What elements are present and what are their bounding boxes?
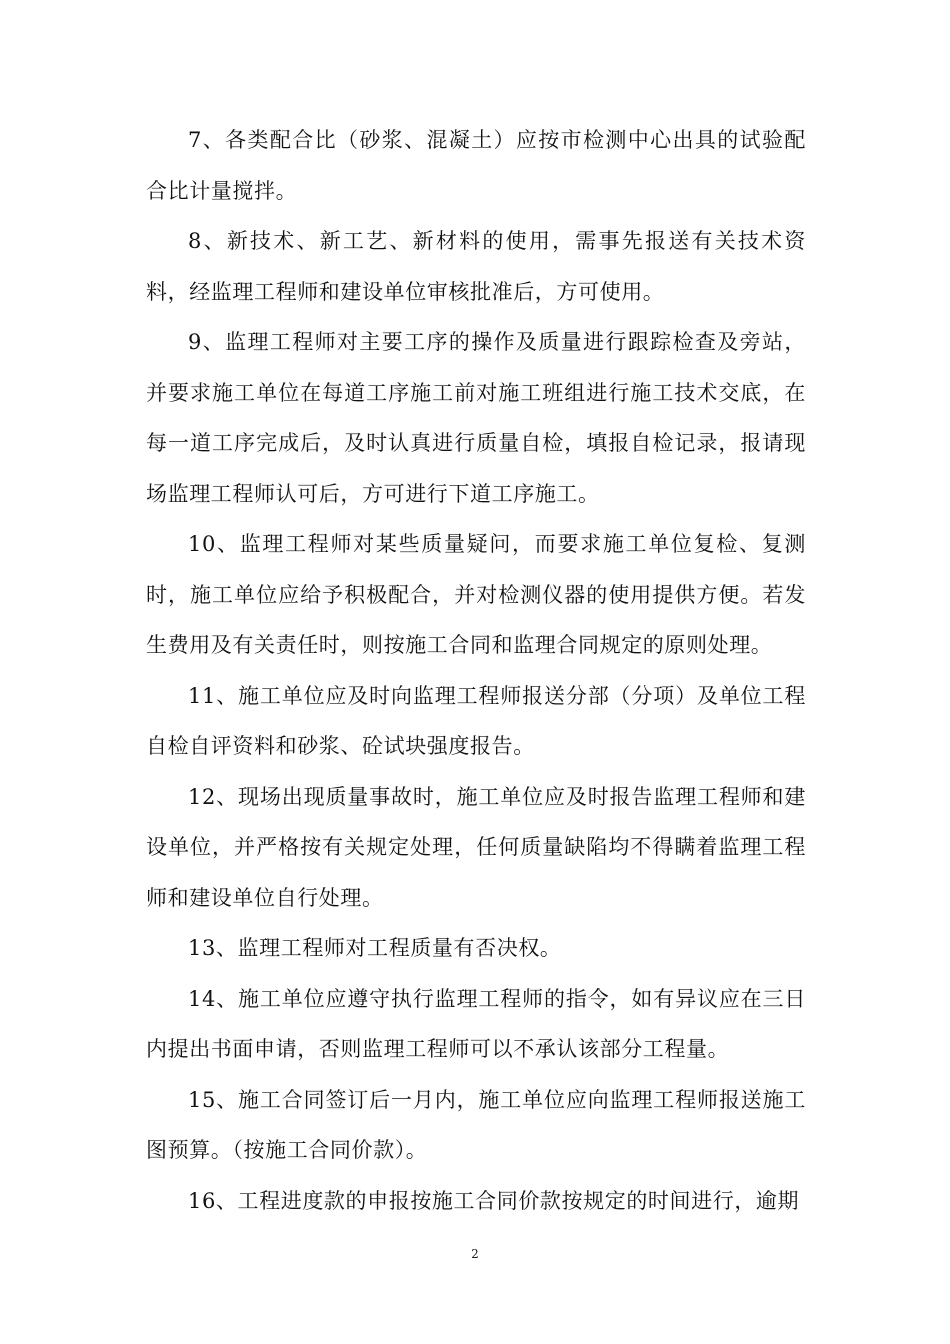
paragraph-item-7: 7、各类配合比（砂浆、混凝土）应按市检测中心出具的试验配合比计量搅拌。: [146, 128, 806, 203]
paragraph-item-16: 16、工程进度款的申报按施工合同价款按规定的时间进行，逾期: [188, 1188, 800, 1213]
paragraph-item-11: 11、施工单位应及时向监理工程师报送分部（分项）及单位工程自检自评资料和砂浆、砼试块强度报告。: [146, 683, 806, 758]
paragraph-item-10: 10、监理工程师对某些质量疑问，而要求施工单位复检、复测时，施工单位应给予积极配合，并对检测仪器的使用提供方便。若发生费用及有关责任时，则按施工合同和监理合同规定的原则处理。: [146, 532, 806, 657]
paragraph-item-8: 8、新技术、新工艺、新材料的使用，需事先报送有关技术资料，经监理工程师和建设单位审核批准后，方可使用。: [146, 229, 806, 304]
paragraph-item-14: 14、施工单位应遵守执行监理工程师的指令，如有异议应在三日内提出书面申请，否则监理工程师可以不承认该部分工程量。: [146, 986, 806, 1061]
document-body: [146, 115, 806, 1226]
paragraph-item-12: 12、现场出现质量事故时，施工单位应及时报告监理工程师和建设单位，并严格按有关规定处理，任何质量缺陷均不得瞒着监理工程师和建设单位自行处理。: [146, 784, 806, 910]
paragraph-item-9: 9、监理工程师对主要工序的操作及质量进行跟踪检查及旁站，并要求施工单位在每道工序施工前对施工班组进行施工技术交底，在每一道工序完成后，及时认真进行质量自检，填报自检记录，报请现场监理工程师认可后，方可进行下道工序施工。: [146, 330, 806, 506]
page-number: 2: [471, 1247, 479, 1261]
paragraph-item-13: 13、监理工程师对工程质量有否决权。: [188, 936, 562, 960]
paragraph-item-15: 15、施工合同签订后一月内，施工单位应向监理工程师报送施工图预算。（按施工合同价款）。: [146, 1087, 806, 1162]
